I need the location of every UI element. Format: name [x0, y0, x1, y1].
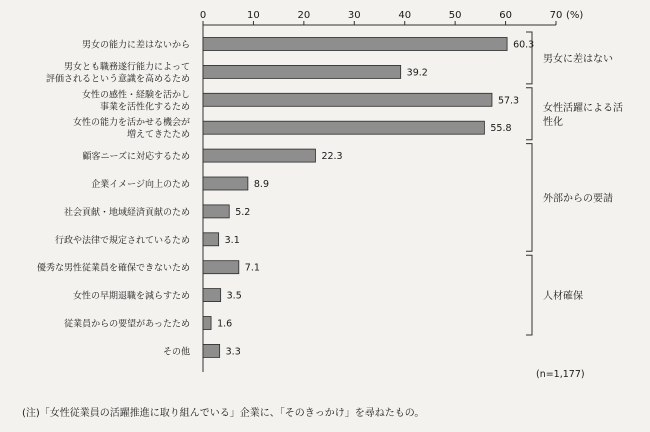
category-label: 評価されるという意識を高めるため	[45, 74, 190, 85]
x-axis	[200, 10, 563, 372]
bar	[203, 93, 492, 106]
category-label: 女性の感性・経験を活かし	[81, 90, 190, 101]
bar	[203, 65, 401, 78]
value-label: 22.3	[321, 151, 343, 163]
x-tick-label: 30	[347, 10, 361, 21]
bar	[203, 289, 221, 302]
category-label: 女性の早期退職を減らすため	[72, 291, 190, 302]
x-tick-label: 50	[448, 10, 462, 21]
category-label: 事業を活性化するため	[99, 102, 190, 113]
value-label: 1.6	[217, 318, 233, 330]
group-label: 女性活躍による活	[543, 102, 623, 114]
category-label: 増えてきたため	[126, 130, 190, 141]
value-label: 60.3	[513, 39, 535, 51]
bar	[203, 317, 211, 330]
value-label: 3.1	[224, 234, 240, 246]
value-label: 39.2	[406, 67, 428, 79]
value-label: 5.2	[235, 206, 251, 218]
category-label: 男女とも職務遂行能力によって	[63, 62, 190, 73]
x-tick-label: 60	[499, 10, 512, 21]
group-bracket	[526, 144, 532, 252]
category-labels	[37, 39, 190, 358]
value-label: 8.9	[253, 179, 269, 190]
category-label: 従業員からの要望があったため	[64, 319, 190, 330]
x-tick-label: 10	[247, 10, 260, 21]
x-tick-label: 0	[199, 10, 207, 21]
bars	[203, 38, 534, 358]
value-label: 57.3	[497, 95, 520, 107]
category-label: 企業イメージ向上のため	[91, 180, 190, 190]
group-label: 外部からの要請	[543, 193, 613, 205]
bar	[203, 121, 484, 134]
group-bracket	[526, 88, 532, 140]
unit-label: (%)	[566, 10, 584, 21]
group-label: 男女に差はない	[543, 53, 613, 65]
x-tick-label: 40	[398, 10, 412, 21]
category-label: 社会貢献・地域経済貢献のため	[63, 207, 190, 218]
bar	[203, 233, 219, 246]
category-label: 優秀な男性従業員を確保できないため	[36, 263, 190, 274]
value-label: 3.5	[226, 290, 242, 302]
group-label: 性化	[543, 116, 563, 128]
category-label: 女性の能力を活かせる機会が	[72, 118, 190, 129]
group-bracket	[526, 255, 532, 335]
x-tick-label: 20	[297, 10, 311, 21]
sample-size-label: (n=1,177)	[536, 369, 585, 380]
value-label: 55.8	[490, 123, 512, 135]
bar	[203, 177, 248, 190]
bar	[203, 149, 315, 162]
footnote: (注)「女性従業員の活躍推進に取り組んでいる」企業に、「そのきっかけ」を尋ねたもの。	[22, 408, 425, 419]
group-label: 人材確保	[543, 291, 583, 303]
group-brackets	[526, 32, 623, 335]
category-label: その他	[162, 347, 190, 358]
bar	[203, 38, 507, 51]
category-label: 男女の能力に差はないから	[81, 40, 190, 51]
x-tick-label: 70	[549, 10, 563, 21]
value-label: 7.1	[244, 262, 260, 274]
bar	[203, 344, 220, 357]
category-label: 行政や法律で規定されているため	[54, 235, 190, 246]
bar	[203, 205, 229, 218]
value-label: 3.3	[225, 346, 241, 358]
bar	[203, 261, 239, 274]
category-label: 顧客ニーズに対応するため	[82, 152, 190, 163]
